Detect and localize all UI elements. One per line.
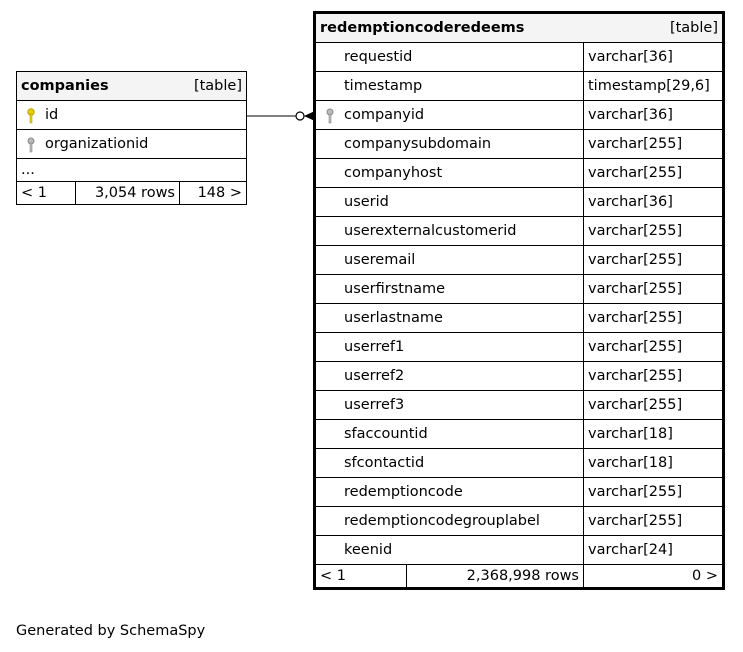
children-link[interactable]: 148 > [180, 182, 247, 205]
redeem-header[interactable] [315, 13, 724, 43]
table-name[interactable]: companies [21, 78, 109, 94]
column-type: varchar[255] [584, 130, 724, 159]
table-row[interactable] [315, 449, 724, 478]
column-name: userref3 [344, 397, 405, 413]
table-kind: [table] [669, 20, 718, 36]
column-type: varchar[255] [584, 478, 724, 507]
children-link[interactable]: 0 > [584, 565, 724, 589]
table-row[interactable] [315, 420, 724, 449]
column-name: sfcontactid [344, 455, 425, 471]
column-type: varchar[255] [584, 217, 724, 246]
column-type: varchar[255] [584, 275, 724, 304]
column-name: companysubdomain [344, 136, 492, 152]
companies-table[interactable] [16, 71, 247, 205]
column-name: timestamp [344, 78, 423, 94]
column-type: varchar[36] [584, 188, 724, 217]
table-row[interactable] [315, 304, 724, 333]
column-type: varchar[18] [584, 420, 724, 449]
column-type: varchar[255] [584, 246, 724, 275]
column-type: varchar[255] [584, 362, 724, 391]
row-count: 2,368,998 rows [407, 565, 584, 589]
column-name: userfirstname [344, 281, 446, 297]
index-key-icon [25, 137, 37, 153]
table-row[interactable] [315, 536, 724, 565]
column-name: companyid [344, 107, 425, 123]
table-row[interactable] [315, 72, 724, 101]
table-row[interactable] [315, 130, 724, 159]
column-type: varchar[255] [584, 507, 724, 536]
table-row[interactable] [315, 478, 724, 507]
table-row[interactable] [315, 217, 724, 246]
column-name: organizationid [45, 136, 149, 152]
table-footer [17, 182, 247, 205]
column-type: varchar[36] [584, 43, 724, 72]
table-row[interactable] [315, 275, 724, 304]
table-row[interactable] [315, 159, 724, 188]
table-row[interactable] [17, 130, 247, 159]
redemptioncoderedeems-table[interactable] [313, 11, 725, 590]
column-name: requestid [344, 49, 413, 65]
table-row[interactable] [315, 333, 724, 362]
table-row[interactable] [315, 101, 724, 130]
table-row[interactable] [17, 101, 247, 130]
primary-key-icon [25, 108, 37, 124]
column-name: userlastname [344, 310, 443, 326]
column-name: userref2 [344, 368, 405, 384]
table-row[interactable] [315, 362, 724, 391]
table-row[interactable] [315, 188, 724, 217]
column-name: redemptioncodegrouplabel [344, 513, 540, 529]
column-name: userexternalcustomerid [344, 223, 517, 239]
table-row[interactable] [315, 246, 724, 275]
column-name: companyhost [344, 165, 443, 181]
column-type: varchar[255] [584, 159, 724, 188]
more-columns-row [17, 159, 247, 182]
column-type: varchar[255] [584, 391, 724, 420]
column-name: userid [344, 194, 389, 210]
row-count: 3,054 rows [76, 182, 180, 205]
column-type: varchar[36] [584, 101, 724, 130]
column-name: sfaccountid [344, 426, 428, 442]
parents-link[interactable]: < 1 [17, 182, 76, 205]
column-type: varchar[255] [584, 304, 724, 333]
column-name: userref1 [344, 339, 405, 355]
index-key-icon [324, 108, 336, 124]
column-name: redemptioncode [344, 484, 463, 500]
generator-credit: Generated by SchemaSpy [16, 623, 206, 639]
table-footer [315, 565, 724, 589]
parents-link[interactable]: < 1 [315, 565, 407, 589]
table-row[interactable] [315, 391, 724, 420]
table-row[interactable] [315, 507, 724, 536]
column-type: varchar[24] [584, 536, 724, 565]
column-type: varchar[255] [584, 333, 724, 362]
ellipsis: ... [17, 159, 247, 182]
companies-header[interactable] [17, 72, 247, 101]
column-type: varchar[18] [584, 449, 724, 478]
table-row[interactable] [315, 43, 724, 72]
column-name: id [45, 107, 59, 123]
table-kind: [table] [193, 78, 242, 94]
column-name: keenid [344, 542, 393, 558]
table-name[interactable]: redemptioncoderedeems [320, 20, 525, 36]
column-type: timestamp[29,6] [584, 72, 724, 101]
column-name: useremail [344, 252, 416, 268]
